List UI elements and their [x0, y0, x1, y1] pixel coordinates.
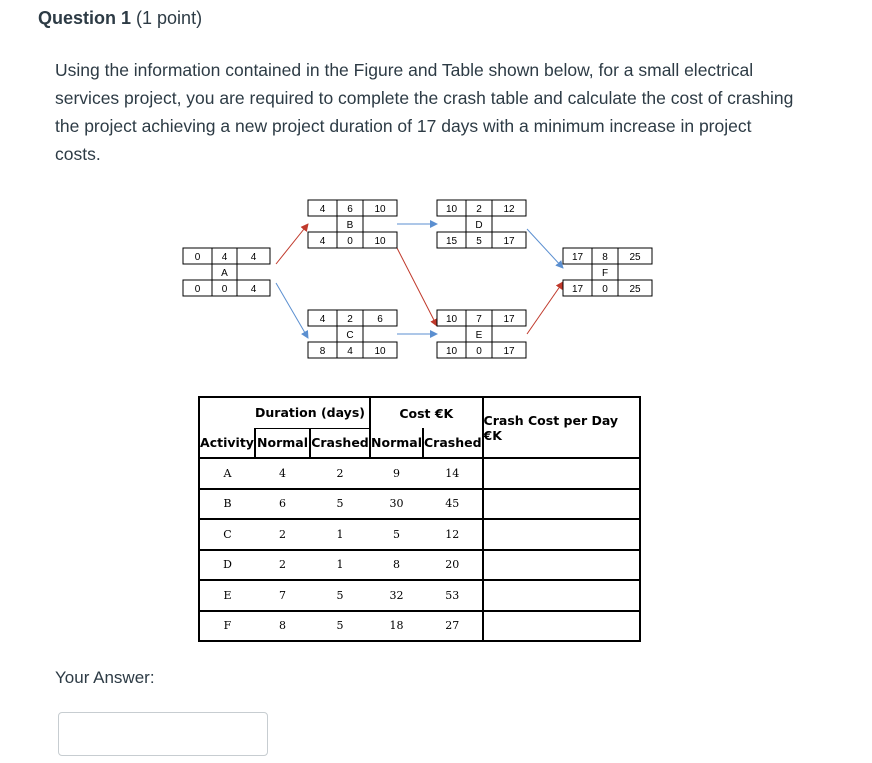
- cell-activity: F: [199, 611, 255, 642]
- question-number: Question 1: [38, 8, 132, 28]
- node-early-start: 17: [571, 252, 584, 263]
- cell-duration-normal: 2: [255, 519, 310, 550]
- node-activity-id: C: [346, 330, 354, 341]
- node-early-start: 4: [319, 314, 326, 325]
- node-activity-id: F: [601, 268, 609, 279]
- node-early-finish: 17: [503, 314, 515, 325]
- header-crash-cost: Crash Cost per Day €K: [483, 397, 640, 458]
- arrow-d-f: [527, 229, 563, 268]
- question-text: Using the information contained in the Figure and Table shown below, for a small electrical services project, you are required to complete the crash table and calculate the cost of crashing the project achieving a new project duration of 17 days with a minimum increase in project costs.: [55, 60, 794, 164]
- header-duration: Duration (days): [255, 397, 370, 428]
- cell-activity: B: [199, 489, 255, 520]
- table-row: [199, 458, 640, 489]
- node-late-start: 0: [194, 284, 201, 295]
- question-points: (1 point): [136, 8, 203, 28]
- node-early-finish: 6: [377, 314, 383, 325]
- cell-cost-crashed: 45: [423, 489, 483, 520]
- cell-duration-crashed: 5: [310, 611, 370, 642]
- cell-crash-cost: [483, 611, 640, 642]
- node-early-start: 0: [194, 252, 201, 263]
- node-activity-id: B: [346, 220, 354, 231]
- cell-cost-crashed: 27: [423, 611, 483, 642]
- arrow-a-b: [276, 224, 308, 264]
- crash-table: [198, 396, 641, 642]
- header-cost-normal: Normal: [370, 428, 423, 458]
- header-cost: Cost €K: [370, 397, 483, 428]
- header-cost-crashed: Crashed: [423, 428, 483, 458]
- cell-duration-crashed: 5: [310, 580, 370, 611]
- table-row: [199, 580, 640, 611]
- cell-duration-normal: 8: [255, 611, 310, 642]
- node-float: 0: [221, 284, 228, 295]
- cell-duration-normal: 4: [255, 458, 310, 489]
- node-float: 0: [347, 236, 353, 247]
- cell-cost-normal: 5: [370, 519, 423, 550]
- cell-activity: D: [199, 550, 255, 581]
- node-duration: 2: [476, 204, 482, 215]
- node-late-start: 15: [445, 236, 458, 247]
- cell-cost-crashed: 14: [423, 458, 483, 489]
- header-activity: Activity: [199, 428, 255, 458]
- answer-input[interactable]: [58, 712, 268, 756]
- cell-duration-crashed: 5: [310, 489, 370, 520]
- table-row: [199, 489, 640, 520]
- table-row: [199, 611, 640, 642]
- cell-duration-crashed: 1: [310, 550, 370, 581]
- node-duration: 2: [347, 314, 353, 325]
- node-early-finish: 25: [629, 252, 641, 263]
- cell-cost-crashed: 12: [423, 519, 483, 550]
- cell-activity: A: [199, 458, 255, 489]
- node-f: [563, 248, 652, 296]
- table-row: [199, 550, 640, 581]
- cell-cost-normal: 30: [370, 489, 423, 520]
- node-activity-id: D: [475, 220, 483, 231]
- node-float: 5: [476, 236, 482, 247]
- node-activity-id: A: [221, 268, 228, 279]
- node-late-finish: 10: [374, 236, 386, 247]
- node-activity-id: E: [475, 330, 483, 341]
- cell-activity: E: [199, 580, 255, 611]
- cell-crash-cost: [483, 550, 640, 581]
- cell-duration-crashed: 1: [310, 519, 370, 550]
- cell-crash-cost: [483, 458, 640, 489]
- node-late-finish: 17: [503, 236, 515, 247]
- arrow-a-c: [276, 283, 308, 338]
- table-row: [199, 519, 640, 550]
- node-float: 4: [347, 346, 353, 357]
- node-early-start: 10: [445, 204, 458, 215]
- header-duration-crashed: Crashed: [310, 428, 370, 458]
- node-c: [308, 310, 397, 358]
- node-early-finish: 10: [374, 204, 386, 215]
- node-float: 0: [602, 284, 608, 295]
- cell-cost-crashed: 20: [423, 550, 483, 581]
- node-d: [437, 200, 526, 248]
- arrow-b-e: [397, 248, 437, 326]
- node-late-start: 17: [571, 284, 584, 295]
- node-e: [437, 310, 526, 358]
- cell-duration-normal: 2: [255, 550, 310, 581]
- cell-duration-normal: 6: [255, 489, 310, 520]
- node-early-start: 10: [445, 314, 458, 325]
- cell-crash-cost: [483, 519, 640, 550]
- cell-cost-normal: 9: [370, 458, 423, 489]
- node-early-finish: 4: [250, 252, 257, 263]
- cell-cost-normal: 32: [370, 580, 423, 611]
- cell-cost-normal: 18: [370, 611, 423, 642]
- cell-activity: C: [199, 519, 255, 550]
- node-duration: 4: [221, 252, 228, 263]
- cell-crash-cost: [483, 489, 640, 520]
- node-early-start: 4: [319, 204, 326, 215]
- header-duration-normal: Normal: [255, 428, 310, 458]
- node-late-finish: 25: [629, 284, 641, 295]
- node-late-start: 8: [319, 346, 326, 357]
- cell-cost-normal: 8: [370, 550, 423, 581]
- cell-duration-crashed: 2: [310, 458, 370, 489]
- node-duration: 8: [602, 252, 608, 263]
- arrow-e-f: [527, 282, 563, 334]
- node-late-finish: 17: [503, 346, 515, 357]
- node-duration: 7: [476, 314, 482, 325]
- node-late-start: 4: [319, 236, 326, 247]
- node-a: [183, 248, 270, 296]
- cell-crash-cost: [483, 580, 640, 611]
- cell-cost-crashed: 53: [423, 580, 483, 611]
- node-float: 0: [476, 346, 482, 357]
- node-late-finish: 10: [374, 346, 386, 357]
- node-early-finish: 12: [503, 204, 515, 215]
- node-duration: 6: [347, 204, 353, 215]
- node-late-start: 10: [445, 346, 458, 357]
- cell-duration-normal: 7: [255, 580, 310, 611]
- node-b: [308, 200, 397, 248]
- answer-label: Your Answer:: [55, 668, 155, 687]
- node-late-finish: 4: [250, 284, 257, 295]
